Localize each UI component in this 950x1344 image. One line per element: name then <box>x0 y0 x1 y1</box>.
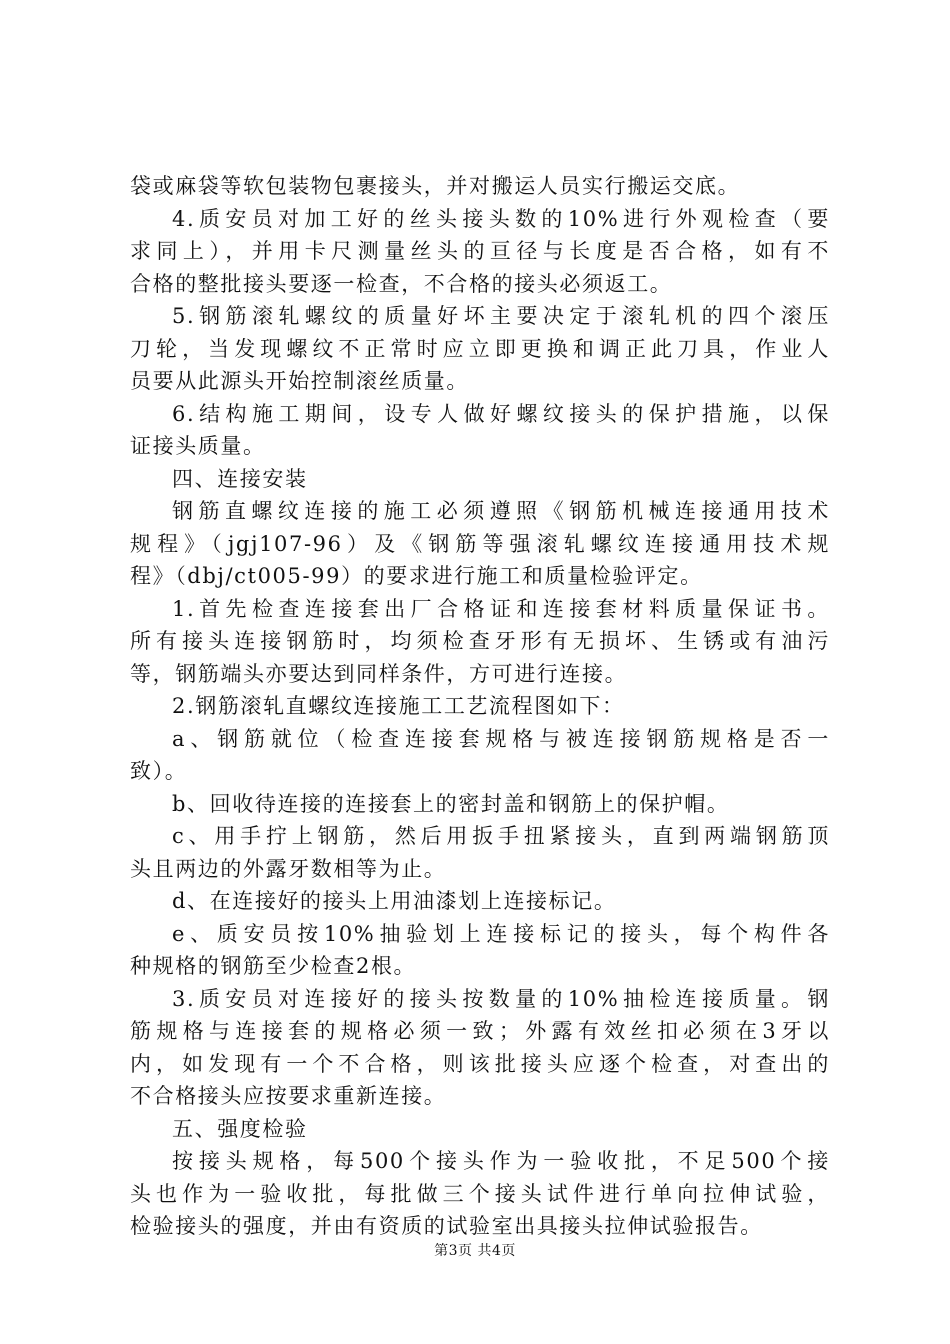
text-line: 规程》（jgj107-96）及《钢筋等强滚轧螺纹连接通用技术规 <box>130 531 830 556</box>
text-line: 四、连接安装 <box>172 466 308 491</box>
text-line: 3.质安员对连接好的接头按数量的10%抽检连接质量。钢 <box>172 986 830 1011</box>
text-line: 等，钢筋端头亦要达到同样条件，方可进行连接。 <box>130 661 628 686</box>
text-line: 1.首先检查连接套出厂合格证和连接套材料质量保证书。 <box>172 596 830 621</box>
text-line: 员要从此源头开始控制滚丝质量。 <box>130 369 469 393</box>
text-line: 袋或麻袋等软包装物包裹接头，并对搬运人员实行搬运交底。 <box>130 174 741 198</box>
text-line: 内，如发现有一个不合格，则该批接头应逐个检查，对查出的 <box>130 1051 830 1076</box>
text-line: a、钢筋就位（检查连接套规格与被连接钢筋规格是否一 <box>172 726 830 751</box>
text-line: 不合格接头应按要求重新连接。 <box>130 1084 447 1108</box>
text-line: 6.结构施工期间，设专人做好螺纹接头的保护措施，以保 <box>172 401 830 426</box>
document-body <box>130 170 830 1243</box>
text-line: b、回收待连接的连接套上的密封盖和钢筋上的保护帽。 <box>172 791 730 816</box>
text-line: 证接头质量。 <box>130 434 266 458</box>
text-line: 5.钢筋滚轧螺纹的质量好坏主要决定于滚轧机的四个滚压 <box>172 304 830 328</box>
text-line: c、用手拧上钢筋，然后用扳手扭紧接头，直到两端钢筋顶 <box>172 824 830 848</box>
text-line: 钢筋直螺纹连接的施工必须遵照《钢筋机械连接通用技术 <box>172 499 830 523</box>
text-line: 筋规格与连接套的规格必须一致；外露有效丝扣必须在3牙以 <box>130 1019 830 1043</box>
text-line: 刀轮，当发现螺纹不正常时应立即更换和调正此刀具，作业人 <box>130 336 830 361</box>
text-line: 2.钢筋滚轧直螺纹连接施工工艺流程图如下： <box>172 694 625 718</box>
text-line: 头且两边的外露牙数相等为止。 <box>130 856 447 881</box>
page-footer <box>0 1240 950 1260</box>
text-line: 所有接头连接钢筋时，均须检查牙形有无损坏、生锈或有油污 <box>130 629 830 653</box>
text-line: 检验接头的强度，并由有资质的试验室出具接头拉伸试验报告。 <box>130 1214 763 1238</box>
text-line: 按接头规格，每500个接头作为一验收批，不足500个接 <box>172 1149 830 1173</box>
text-line: 头也作为一验收批，每批做三个接头试件进行单向拉伸试验， <box>130 1181 830 1206</box>
text-line: e、质安员按10%抽验划上连接标记的接头，每个构件各 <box>172 921 830 946</box>
page-number-label: 第3页 共4页 <box>434 1243 516 1259</box>
text-line: 程》（dbj/ct005-99）的要求进行施工和质量检验评定。 <box>130 564 703 588</box>
text-line: 4.质安员对加工好的丝头接头数的10%进行外观检查（要 <box>172 206 830 231</box>
text-line: 致）。 <box>130 759 188 783</box>
text-line: 五、强度检验 <box>172 1116 308 1141</box>
text-line: d、在连接好的接头上用油漆划上连接标记。 <box>172 889 617 913</box>
text-line: 种规格的钢筋至少检查2根。 <box>130 954 417 978</box>
text-line: 合格的整批接头要逐一检查，不合格的接头必须返工。 <box>130 271 673 296</box>
text-line: 求同上），并用卡尺测量丝头的亘径与长度是否合格，如有不 <box>130 239 830 263</box>
